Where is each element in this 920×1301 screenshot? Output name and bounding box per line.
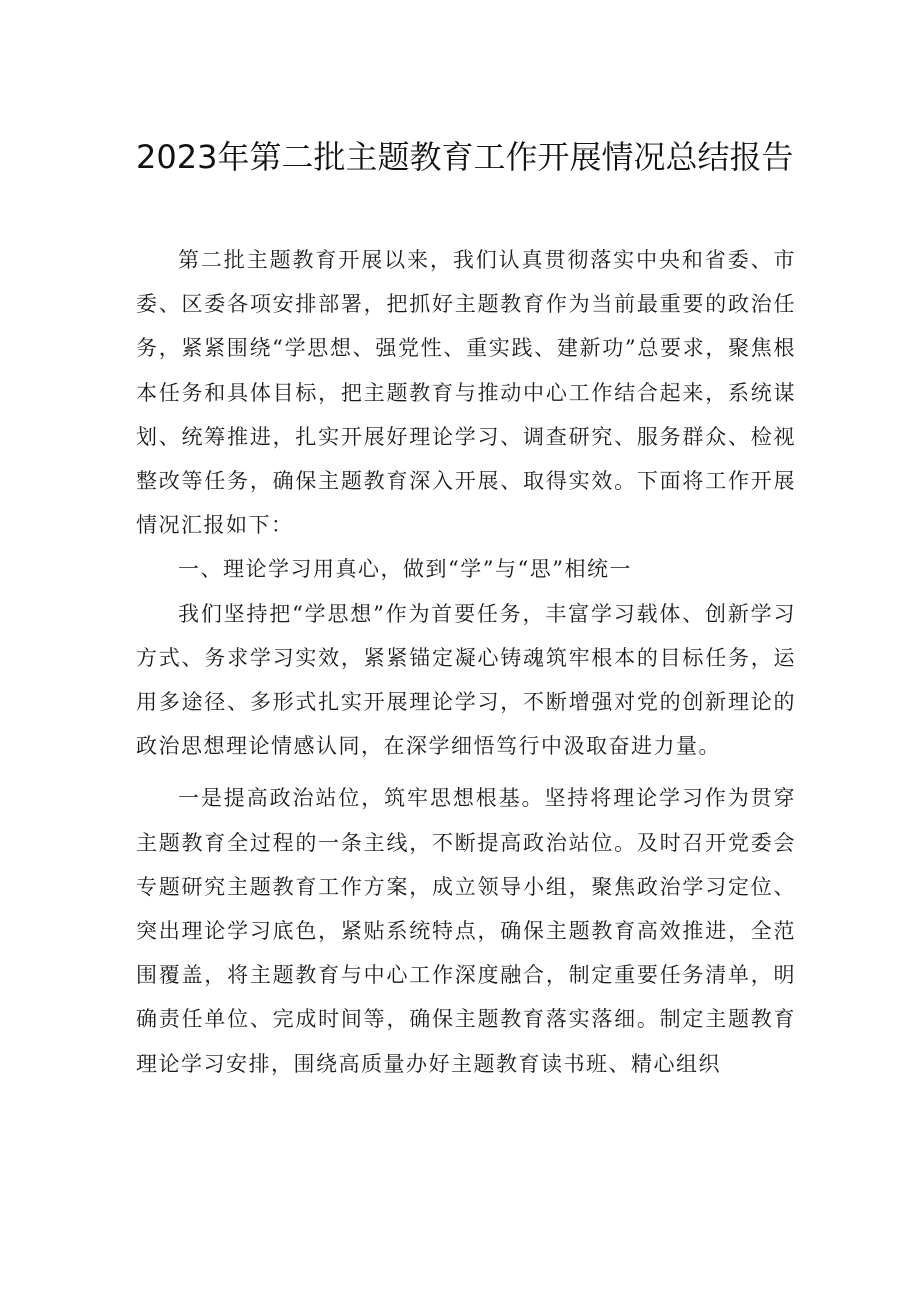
paragraph-intro: 第二批主题教育开展以来，我们认真贯彻落实中央和省委、市委、区委各项安排部署，把抓好主题教育作为当前最重要的政治任务，紧紧围绕“学思想、强党性、重实践、建新功”总要求，聚焦根本任务和具体目标，把主题教育与推动中心工作结合起来，系统谋划、统筹推进，扎实开展好理论学习、调查研究、服务群众、检视整改等任务，确保主题教育深入开展、取得实效。下面将工作开展情况汇报如下： <box>136 248 796 538</box>
paragraph-section-1: 我们坚持把“学思想”作为首要任务，丰富学习载体、创新学习方式、务求学习实效，紧紧锚定凝心铸魂筑牢根本的目标任务，运用多途径、多形式扎实开展理论学习，不断增强对党的创新理论的政治思想理论情感认同，在深学细悟笃行中汲取奋进力量。 <box>136 601 796 759</box>
document-body <box>136 238 796 1086</box>
paragraph-point-1: 一是提高政治站位，筑牢思想根基。坚持将理论学习作为贯穿主题教育全过程的一条主线，不断提高政治站位。及时召开党委会专题研究主题教育工作方案，成立领导小组，聚焦政治学习定位、突出理论学习底色，紧贴系统特点，确保主题教育高效推进，全范围覆盖，将主题教育与中心工作深度融合，制定重要任务清单，明确责任单位、完成时间等，确保主题教育落实落细。制定主题教育理论学习安排，围绕高质量办好主题教育读书班、精心组织 <box>136 786 796 1076</box>
section-heading-1: 一、理论学习用真心，做到“学”与“思”相统一 <box>178 557 632 582</box>
document-title: 2023年第二批主题教育工作开展情况总结报告 <box>136 138 794 176</box>
